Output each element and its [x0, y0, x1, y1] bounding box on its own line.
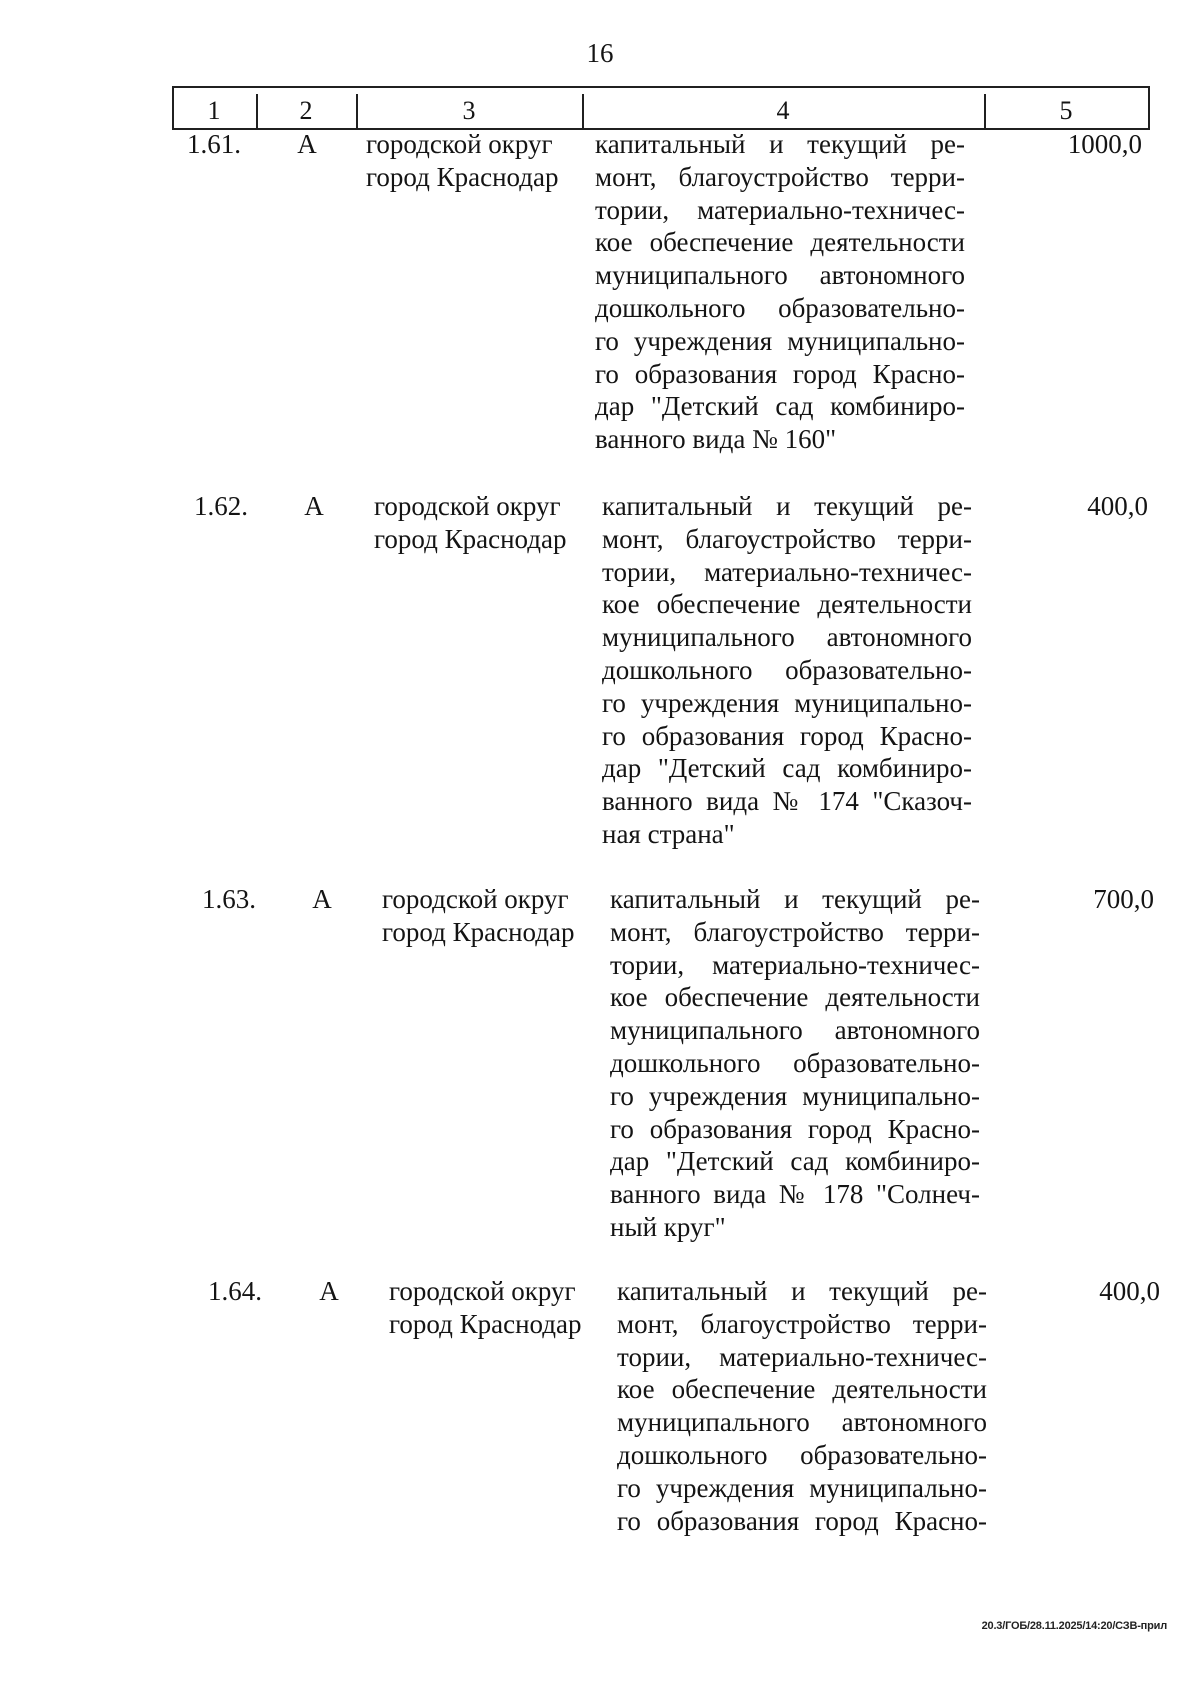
row-description-line: монт, благоустройство терри- [617, 1308, 987, 1339]
row-region-line: город Краснодар [366, 161, 559, 192]
row-description [602, 490, 972, 851]
header-cell-4: 4 [776, 96, 790, 125]
row-amount: 1000,0 [1067, 129, 1142, 159]
row-description-line: дошкольного образовательно- [595, 292, 965, 323]
row-description-line: капитальный и текущий ре- [617, 1276, 987, 1306]
row-description-line: ванного вида № 174 "Сказоч- [602, 786, 972, 817]
row-description-line: капитальный и текущий ре- [595, 129, 965, 159]
table-header [172, 86, 1150, 130]
row-description-line: ная страна" [602, 818, 735, 849]
header-cell-2: 2 [299, 96, 313, 125]
row-description-line: тории, материально-техничес- [595, 194, 965, 225]
row-description-line: дар "Детский сад комбиниро- [610, 1146, 980, 1177]
row-description-line: дошкольного образовательно- [610, 1047, 980, 1078]
row-region-line: город Краснодар [389, 1308, 582, 1339]
row-region-line: город Краснодар [382, 916, 575, 947]
row-description-line: го образования город Красно- [610, 1113, 980, 1144]
row-description-line: го образования город Красно- [595, 358, 965, 389]
row-amount: 400,0 [1099, 1276, 1160, 1306]
row-region [389, 1275, 603, 1341]
row-description-line: дар "Детский сад комбиниро- [602, 753, 972, 784]
row-description-line: кое обеспечение деятельности [610, 982, 980, 1013]
row-description-line: кое обеспечение деятельности [602, 589, 972, 620]
row-description-line: муниципального автономного [602, 622, 972, 653]
row-number: 1.64. [208, 1276, 262, 1306]
page-number: 16 [586, 38, 614, 68]
row-description-line: кое обеспечение деятельности [617, 1374, 987, 1405]
header-cell-1: 1 [207, 96, 221, 125]
row-description-line: го образования город Красно- [602, 720, 972, 751]
row-category: А [312, 884, 332, 914]
row-description-line: кое обеспечение деятельности [595, 227, 965, 258]
row-description-line: монт, благоустройство терри- [610, 916, 980, 947]
row-region [382, 883, 596, 949]
row-number: 1.61. [187, 129, 241, 159]
row-description-line: дар "Детский сад комбиниро- [595, 391, 965, 422]
row-description-line: го учреждения муниципально- [617, 1472, 987, 1503]
row-description-line: го образования город Красно- [617, 1505, 987, 1536]
row-region-line: городской округ [382, 884, 569, 914]
row-category: А [319, 1276, 339, 1306]
row-description [617, 1275, 987, 1537]
row-description-line: тории, материально-техничес- [617, 1341, 987, 1372]
header-top-rule [172, 86, 1150, 88]
row-description-line: тории, материально-техничес- [610, 949, 980, 980]
row-region-line: городской округ [366, 129, 553, 159]
row-description-line: дошкольного образовательно- [617, 1439, 987, 1470]
row-description-line: монт, благоустройство терри- [602, 523, 972, 554]
row-region-line: городской округ [374, 491, 561, 521]
row-category: А [304, 491, 324, 521]
row-description [595, 128, 965, 456]
row-number: 1.63. [202, 884, 256, 914]
row-description-line: тории, материально-техничес- [602, 556, 972, 587]
document-code: 20.3/ГОБ/28.11.2025/14:20/СЗВ-прил [981, 1620, 1167, 1632]
row-description-line: муниципального автономного [610, 1015, 980, 1046]
row-description-line: монт, благоустройство терри- [595, 161, 965, 192]
row-description-line: го учреждения муниципально- [610, 1080, 980, 1111]
row-description-line: ванного вида № 160" [595, 424, 837, 455]
row-amount: 400,0 [1087, 491, 1148, 521]
row-region-line: город Краснодар [374, 523, 567, 554]
row-description-line: го учреждения муниципально- [602, 687, 972, 718]
row-description-line: муниципального автономного [595, 260, 965, 291]
header-right-rule [1148, 86, 1150, 130]
row-description-line: го учреждения муниципально- [595, 325, 965, 356]
row-description-line: муниципального автономного [617, 1407, 987, 1438]
header-cell-5: 5 [1059, 96, 1073, 125]
row-number: 1.62. [194, 491, 248, 521]
row-category: А [297, 129, 317, 159]
row-description-line: ванного вида № 178 "Солнеч- [610, 1179, 980, 1210]
row-description-line: капитальный и текущий ре- [602, 491, 972, 521]
row-description-line: капитальный и текущий ре- [610, 884, 980, 914]
row-region-line: городской округ [389, 1276, 576, 1306]
row-description-line: дошкольного образовательно- [602, 654, 972, 685]
header-cell-3: 3 [462, 96, 476, 125]
row-description [610, 883, 980, 1244]
row-region [366, 128, 580, 194]
row-amount: 700,0 [1093, 884, 1154, 914]
row-region [374, 490, 588, 556]
row-description-line: ный круг" [610, 1211, 726, 1242]
